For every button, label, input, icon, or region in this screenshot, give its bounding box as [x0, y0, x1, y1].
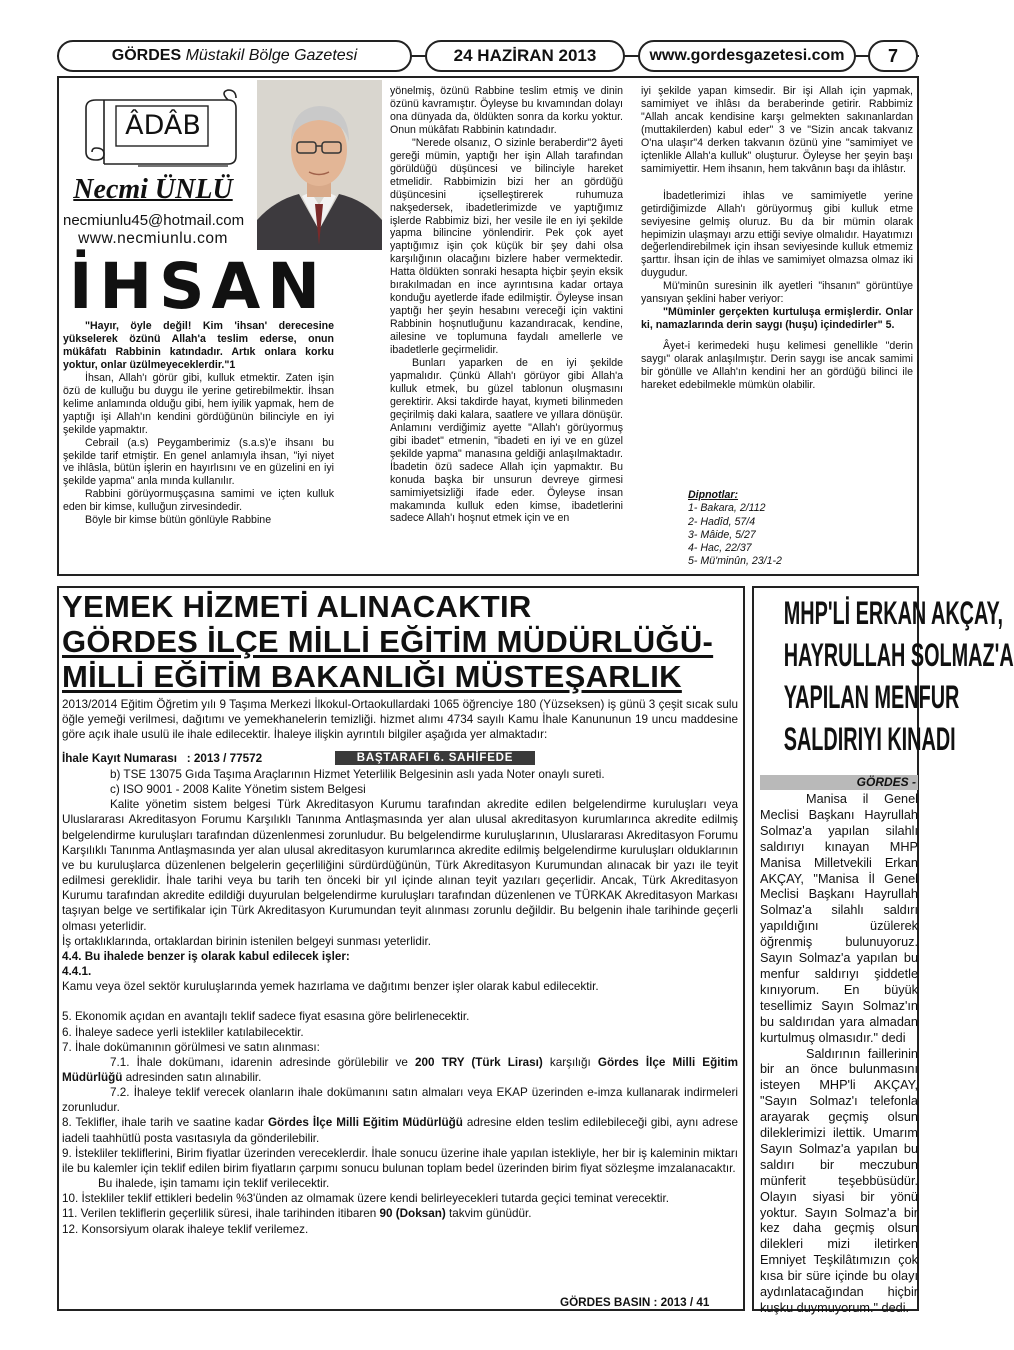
- notice-item-72: 7.2. İhaleye teklif verecek olanların ihale dokümanını satın almaları veya EKAP üzerinden e-imza kullanarak indirmeleri zorunludur.: [62, 1086, 738, 1115]
- footnotes: [688, 489, 898, 569]
- notice-item-5: 5. Ekonomik açıdan en avantajlı teklif sadece fiyat esasına göre belirlenecektir.: [62, 1010, 470, 1024]
- news-headline: [752, 592, 1014, 760]
- notice-item-b: b) TSE 13075 Gıda Taşıma Araçlarının Hizmet Yeterlilik Belgesinin aslı yada Noter onaylı sureti.: [110, 768, 605, 781]
- col3-para: "Müminler gerçekten kurtuluşa ermişlerdir. Onlar ki, namazlarında derin saygı (huşu) içindedirler" 5.: [641, 306, 913, 332]
- i71-office: Gördes İlçe Milli Eğitim Müdürlüğü: [62, 1055, 739, 1084]
- notice-item-71: [62, 1055, 738, 1085]
- col3-para: iyi şekilde yapan kimsedir. Bir işi Allah için yapmak, samimiyet ve ihlâsı da beraberinde getirir. Rabbimiz "Allah ancak kendisine karşı gelmekten sakınanlardan (muttakilerden) kabul eder" 3 ve "Sizin ancak takvanız O'na ulaşır"4 derken takvanın özünü yine "samimiyet ve içtenlikle Allah'a kulluk" oluşturur. Öyleyse her şeyin başı samimiyettir. Hem ihsanın, hem takvânın başı da ihlâstır.: [641, 85, 913, 175]
- brand-italic: Müstakil Bölge Gazetesi: [185, 47, 358, 64]
- i71-text: 7.1. İhale dokümanı, idarenin adresinde görülebilir ve: [110, 1055, 415, 1069]
- notice-item-c: c) ISO 9001 - 2008 Kalite Yönetim sistem Belgesi: [110, 783, 366, 797]
- footnote-item: 3- Mâide, 5/27: [688, 528, 756, 541]
- notice-item-11: [62, 1206, 738, 1221]
- author-web[interactable]: www.necmiunlu.com: [78, 230, 228, 247]
- notice-benzer-num: 4.4.1.: [62, 965, 92, 979]
- i8-office: Gördes İlçe Milli Eğitim Müdürlüğü: [267, 1116, 463, 1130]
- col3-para: Mü'minûn suresinin ilk ayetleri "ihsanın" görüntüye yansıyan şeklini haber veriyor:: [641, 280, 913, 306]
- news-head-3: YAPILAN MENFUR: [783, 679, 960, 715]
- footnote-item: 2- Hadîd, 57/4: [688, 515, 756, 528]
- footnote-item: 1- Bakara, 2/112: [688, 502, 766, 515]
- notice-ortak: İş ortaklıklarında, ortaklardan birinin istenilen belgeyi sunması yeterlidir.: [62, 934, 431, 948]
- news-para: Saldırının faillerinin bir an önce bulunmasını isteyen MHP'li AKÇAY, "Sayın Solmaz'ı telefonla arayarak geçmiş olsun dileklerimizi ilettik. Umarım Sayın Solmaz'a yapılan bu saldırı bir meczubun münferit teşebbüsüdür. Olayın siyasi bir yönü yoktur. Sayın Solmaz'a bir kez daha geçmiş olsun dilekleri mizi iletirken Emniyet Teşkilâtımızın çok kısa bir süre içinde bu olayı aydınlatacağından hiçbir kuşku duymuyorum." dedi.: [760, 1046, 918, 1315]
- column-col3: [641, 85, 913, 392]
- col1-para: İhsan, Allah'ı görür gibi, kulluk etmektir. Zaten işin özü de kulluğu bu duygu ile yerine getirebilmektir. İhsan kelime anlamında olduğu gibi, hem iyilik yapmak, hem de yaptığı işi Allah'ın kendini gördüğünün bilinciyle en iyi şekilde yapmaktır.: [63, 371, 334, 436]
- col1-para: Rabbini görüyormuşçasına samimi ve içten kulluk eden bir kimse, kulluğun zirvesindedir.: [63, 488, 334, 514]
- notice-kalite: Kalite yönetim sistem belgesi Türk Akreditasyon Kurumu tarafından akredite edilen belgelendirme kuruluşları veya Uluslararası Akreditasyon Forumu Karşılıklı Tanınma Antlaşmasında yer alan ulusal akreditasyon kurumlarınca akredite edilmiş belgelendirme kuruluşları tarafından düzenlenmesi zorunludur. Bu belgelendirme kuruluşlarının, Uluslararası Akreditasyon Forumu Karşılıklı Tanınma Antlaşmasında yer alan ulusal akreditasyon kurumlarınca akredite edilmiş belgelendirme kuruluşları olduklarının ve bu kuruluşlarca düzenlenen belgelerin geçerliliğini sürdürdüğünün, Türk Akreditasyon Kurumundan alınacak bir yazı ile teyit edilmesi gereklidir. İhale tarihi veya bu tarih ten önceki bir yıl içinde alınan teyit yazıları geçerlidir. Ancak, Türk Akreditasyon Kurumu tarafından akredite edildiği duyurulan belgelendirme kuruluşları tarafından düzenlenen ve TÜRKAK Akreditasyon Markası taşıyan belge ve sertifikalar için Türk Akreditasyon Kurumundan teyit alınması zorunlu değildir. Bu belgenin ihale tarihinde geçerli olması yeterlidir.: [62, 798, 738, 933]
- col1-para: Cebrail (a.s) Peygamberimiz (s.a.s)'e ihsanı bu şekilde tarif etmiştir. En genel anlamıyla ihsan, "iyi niyet ve ihlâsla, bütün işlerin en hayırlısını ve en güzelini en iyi şekilde yapma" anla mında kullanılır.: [63, 436, 334, 488]
- notice-item-10: 10. İstekliler teklif ettikleri bedelin %3'ünden az olmamak üzere kendi belirleyecekleri tutarda geçici teminat verecektir.: [62, 1192, 670, 1206]
- news-body: [760, 792, 918, 1317]
- author-name: Necmi ÜNLÜ: [73, 174, 233, 205]
- col1-para: Böyle bir kimse bütün gönlüyle Rabbine: [85, 514, 272, 527]
- notice-item-7: 7. İhale dokümanının görülmesi ve satın alınması:: [62, 1040, 320, 1054]
- notice-item-6: 6. İhaleye sadece yerli istekliler katılabilecektir.: [62, 1025, 304, 1039]
- notice-title-1: YEMEK HİZMETİ ALINACAKTIR: [62, 589, 532, 624]
- notice-benzer-title: 4.4. Bu ihalede benzer iş olarak kabul edilecek işler:: [62, 949, 350, 963]
- news-head-4: SALDIRIYI KINADI: [783, 721, 956, 757]
- notice-title-3: MİLLİ EĞİTİM BAKANLIĞI MÜSTEŞARLIK: [62, 659, 682, 694]
- notice-title-2: GÖRDES İLÇE MİLLİ EĞİTİM MÜDÜRLÜĞÜ-: [62, 624, 714, 659]
- scroll-title: ÂDÂB: [125, 110, 201, 141]
- notice-item-9: 9. İstekliler tekliflerini, Birim fiyatlar üzerinden vereceklerdir. İhale sonucu üzerine ihale yapılan istekliyle, her bir iş kaleminin miktarı ile bu kalemler için teklif edilen birim fiyatların çarpımı sonucu bulunan toplam bedel üzerinden birim fiyat sözleşme imzalanacaktır.: [62, 1146, 738, 1175]
- i11-days: 90 (Doksan): [379, 1207, 446, 1221]
- i11-text: takvim günüdür.: [445, 1207, 532, 1221]
- notice-basin: GÖRDES BASIN : 2013 / 41: [560, 1296, 710, 1309]
- notice-kayit: İhale Kayıt Numarası : 2013 / 77572: [62, 752, 263, 765]
- author-email[interactable]: necmiunlu45@hotmail.com: [63, 212, 245, 229]
- notice-benzer-text: Kamu veya özel sektör kuruluşlarında yemek hazırlama ve dağıtımı benzer işler olarak kabul edilecektir.: [62, 980, 599, 994]
- author-photo: [257, 80, 382, 250]
- column-headline: İHSAN: [68, 250, 328, 323]
- footnote-item: 5- Mü'minûn, 23/1-2: [688, 555, 782, 568]
- col2-para: yönelmiş, özünü Rabbine teslim etmiş ve dinin özünü kavramıştır. Öyleyse bu kıvamından dolayı ona dünyada da, öldükten sonra da korku yoktur. Onun mükâfatı Rabbinin katındadır.: [390, 85, 623, 136]
- i8-text: 8. Teklifler, ihale tarih ve saatine kadar: [62, 1116, 268, 1130]
- continued-badge: BAŞTARAFI 6. SAHİFEDE: [335, 751, 535, 765]
- header-date: 24 HAZİRAN 2013: [425, 40, 625, 72]
- page-number: 7: [868, 40, 918, 72]
- notice-item-12: 12. Konsorsiyum olarak ihaleye teklif verilemez.: [62, 1222, 309, 1236]
- brand-bold: GÖRDES: [111, 47, 182, 64]
- i71-price: 200 TRY (Türk Lirası): [414, 1055, 543, 1069]
- header-website[interactable]: www.gordesgazetesi.com: [638, 40, 856, 72]
- col3-para: Âyet-i kerimedeki huşu kelimesi genellikle "derin saygı" olarak anlaşılmıştır. Derin saygı ise ancak samimi bir gönülle ve Allah'ın kendini her an gördüğü bilinci ile hareket edebilmekle mümkün olabilir.: [641, 340, 913, 392]
- notice-item-9b: Bu ihalede, işin tamamı için teklif verilecektir.: [98, 1177, 330, 1191]
- col1-quote: "Hayır, öyle değil! Kim 'ihsan' derecesine yükselerek özünü Allah'a teslim ederse, onun mükâfatı Rabbinin katındadır. Artık onlara korku yoktur, onlar üzülmeyeceklerdir."1: [63, 320, 334, 371]
- i71-text: adresinden satın alınabilir.: [122, 1070, 262, 1084]
- notice-intro: 2013/2014 Eğitim Öğretim yılı 9 Taşıma Merkezi İlkokul-Ortaokullardaki 1065 öğrenciye 180 (Yüzseksen) iş günü 3 çeşit sıcak sulu öğle yemeği verilmesi, dağıtımı ve yemekhanelerin temizliği. hizmet alımı 4734 sayılı Kamu İhale Kanununun 19 uncu maddesine göre açık ihale usulü ile ihale edilecektir. İhaleye ilişkin ayrıntılı bilgiler aşağıda yer almaktadır:: [62, 698, 738, 742]
- i8-text: adresine elden teslim edilebileceği gibi, aynı adrese iadeli taahhütlü posta vasıtasıyla da gönderilebilir.: [62, 1116, 738, 1145]
- header-brand: [57, 40, 412, 72]
- col2-para: "Nerede olsanız, O sizinle beraberdir"2 âyeti gereği mümin, yaptığı her işin Allah tarafından görüldüğü düşüncesi ve bilinciyle hareket etmelidir. Rabbimizin bizi her an gördüğü düşüncesini içselleştirerek ruhumuza nakşedersek, ibadetlerimizde ve yaptığımız işlerde Rabbimiz bizi, her vesile ile en iyi şekilde yapma bilincine yönlendirir. Pek çok ayet yaptığımız işin çok küçük bir şey dahi olsa karşılığının olacağını bizlere haber vermektedir. Hatta öldükten sonraki hesapta hiçbir şeyin eksik bırakılmadan en ince ayrıntısına kadar ortaya konduğu ayetlerde ifade edilmiştir. Öyleyse insan yaptığı her şeyin hesabını vereceği için vaktini Rabbinin hoşnutluğunu kazandıracak, kendine, ailesine ve toplumuna faydalı amellerle ve ibadetlerle geçirmelidir.: [390, 136, 623, 357]
- notice-item-8: [62, 1115, 738, 1145]
- col3-para: İbadetlerimizi ihlas ve samimiyetle yerine getirdiğimizde Allah'ı görüyormuş gibi kulluk etme seviyesine gelmiş oluruz. Bu da bir mümin olarak hepimizin ulaşmayı arzu ettiği seviye olmalıdır. Hayatımızı değerlendirebilmek için ihsan seviyesinde kulluk etmemiz şarttır. İhsan için de ihlas ve samimiyet olmazsa olmaz iki duygudur.: [641, 189, 913, 280]
- i11-text: 11. Verilen tekliflerin geçerlilik süresi, ihale tarihinden itibaren: [62, 1207, 380, 1221]
- column-col1: [63, 320, 334, 527]
- i71-text: karşılığı: [542, 1055, 598, 1069]
- news-head-2: HAYRULLAH SOLMAZ'A: [783, 637, 1014, 673]
- news-head-1: MHP'Lİ ERKAN AKÇAY,: [783, 595, 1004, 631]
- news-dateline: GÖRDES -: [856, 775, 916, 789]
- news-para: Manisa il Genel Meclisi Başkanı Hayrullah Solmaz'a yapılan silahlı saldırıyı kınayan MHP Manisa Milletvekili Erkan AKÇAY, "Manisa İl Genel Meclisi Başkanı Hayrullah Solmaz'a silahlı saldırı yapıldığını üzülerek öğrenmiş bulunuyoruz. Sayın Solmaz'a yapılan bu menfur saldırıyı şiddetle kınıyorum. En büyük tesellimiz Sayın Solmaz'ın bu saldırıdan yara almadan kurtulmuş olmasıdır." dedi: [760, 792, 918, 1045]
- col2-para: Bunları yaparken de en iyi şekilde yapmalıdır. Çünkü Allah'ı görüyor gibi Allah'a kulluk etmek, bu güzel tablonun oluşmasını gerektirir. Aksi takdirde hayat, kıymeti bilinmeden geçirilmiş daki kalara, saatlere ve yıllara dönüşür. Anlamını verdiğimiz ayette "Allah'ı görüyormuş gibi ibadet" etmenin, "ibadeti en iyi ve en güzel şekilde yapma" manasına geldiği anlaşılmaktadır. İbadetin özü sadece Allah için yapmaktır. Bu konuda başka bir unsurun devreye girmesi samimiyetsizliği ifade eder. Öyleyse insan makamında kulluk eden kimse, ibadetlerini sadece Allah'ı hoşnut etmek için ve en: [390, 357, 623, 525]
- footnote-item: 4- Hac, 22/37: [688, 542, 752, 555]
- notice-body: [62, 767, 738, 1237]
- footnotes-title: Dipnotlar:: [688, 489, 739, 501]
- notice-body-top: [62, 697, 738, 742]
- column-col2: [390, 85, 623, 525]
